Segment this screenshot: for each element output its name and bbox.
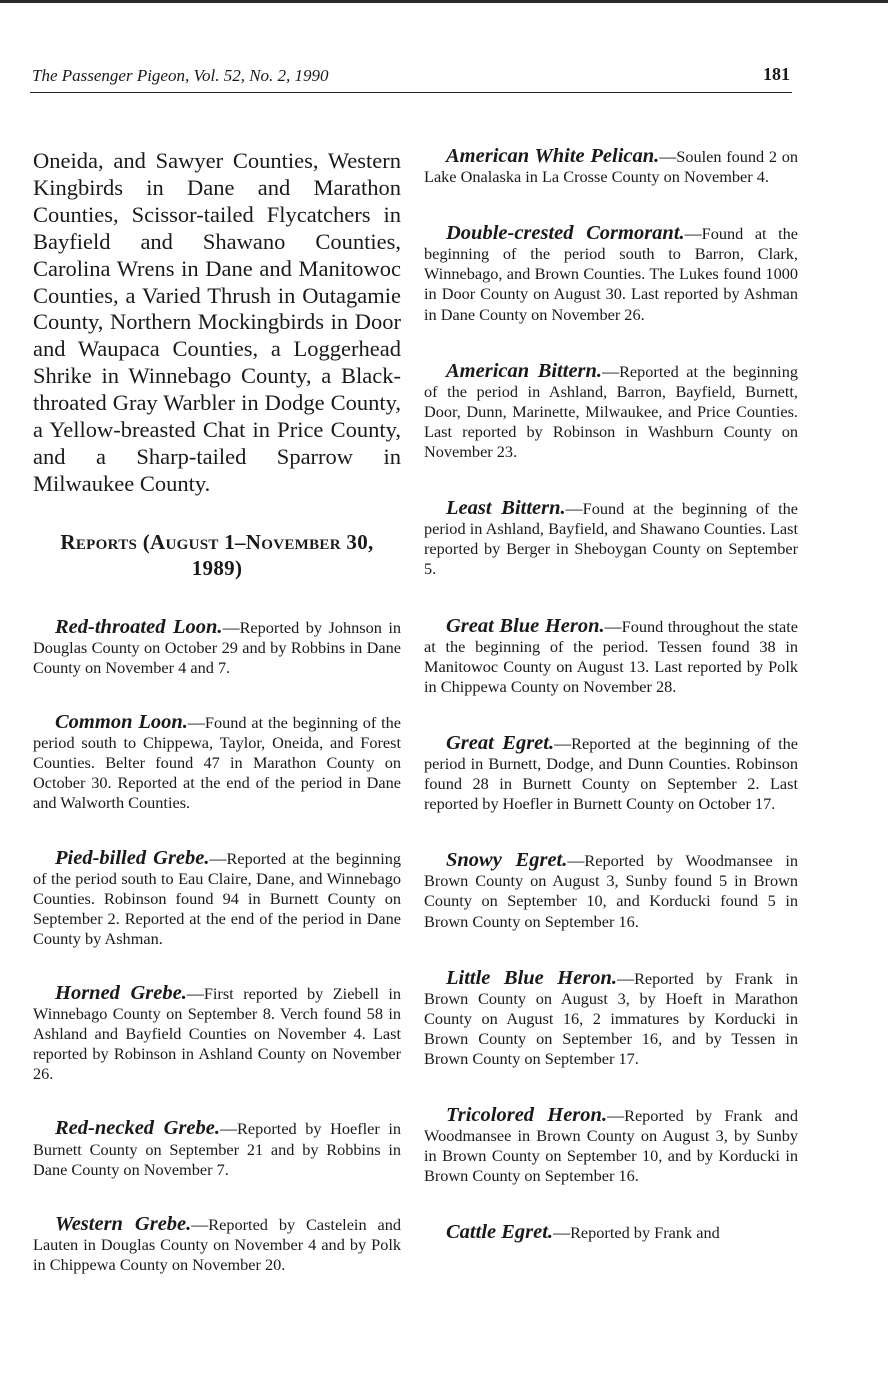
species-text: Reported at the beginning of the period in Burnett, Dodge, and Dunn Counties. Robinson found 28 in Burnett County on September 2. Last reported by Hoefler in Burnett County on October 17. bbox=[424, 733, 798, 814]
species-name: Horned Grebe. bbox=[55, 982, 187, 1004]
species-text: Found at the beginning of the period in Ashland, Bayfield, and Shawano Counties. Last reported by Berger in Sheboygan County on September 5. bbox=[424, 499, 798, 579]
species-entry: Red-throated Loon.—Reported by Johnson in Douglas County on October 29 and by Robbins in Dane County on November 4 and 7. bbox=[33, 615, 401, 677]
species-entry: Horned Grebe.—First reported by Ziebell in Winnebago County on September 8. Verch found 58 in Ashland and Bayfield Counties on November 4. Last reported by Robinson in Ashland County on November 26. bbox=[33, 982, 402, 1084]
species-name: Tricolored Heron. bbox=[446, 1104, 608, 1127]
species-entry: American Bittern.—Reported at the beginning of the period in Ashland, Barron, Bayfield, Burnett, Door, Dunn, Marinette, Milwaukee, and Price Counties. Last reported by Robinson in Washburn County on November 23. bbox=[424, 359, 798, 462]
page-number: 181 bbox=[763, 64, 790, 84]
species-name: Snowy Egret. bbox=[446, 849, 568, 872]
species-text: Reported at the beginning of the period in Ashland, Barron, Bayfield, Burnett, Door, Dunn, Marinette, Milwaukee, and Price Counties. Last reported by Robinson in Washburn County on November 23. bbox=[424, 361, 798, 462]
page-header bbox=[30, 64, 792, 93]
species-entry: Double-crested Cormorant.—Found at the beginning of the period south to Barron, Clark, Winnebago, and Brown Counties. The Lukes found 1000 in Door County on August 30. Last reported by Ashman in Dane County on November 26. bbox=[424, 222, 798, 324]
species-entry: Snowy Egret.—Reported by Woodmansee in Brown County on August 3, Sunby found 5 in Brown County on September 10, and Korducki found 5 in Brown County on September 16. bbox=[424, 849, 798, 931]
species-name: Double-crested Cormorant. bbox=[446, 222, 685, 245]
species-name: Red-throated Loon. bbox=[55, 615, 223, 638]
species-text: Reported by Woodmansee in Brown County on August 3, Sunby found 5 in Brown County on September 10, and Korducki found 5 in Brown County on September 16. bbox=[424, 851, 798, 931]
species-text: Reported by Hoefler in Burnett County on September 21 and by Robbins in Dane County on November 7. bbox=[33, 1119, 401, 1179]
species-text: Reported at the beginning of the period south to Eau Claire, Dane, and Winnebago Counties. Robinson found 94 in Burnett County on September 2. Reported at the end of the period in Dane County by Ashman. bbox=[33, 848, 401, 948]
top-border-rule bbox=[0, 0, 888, 3]
species-text: Reported by Castelein and Lauten in Douglas County on November 4 and by Polk in Chippewa County on November 20. bbox=[33, 1214, 402, 1274]
species-entry: Common Loon.—Found at the beginning of the period south to Chippewa, Taylor, Oneida, and Forest Counties. Belter found 47 in Marathon County on October 30. Reported at the end of the period in Dane and Walworth Counties. bbox=[33, 711, 401, 813]
species-entry: Least Bittern.—Found at the beginning of the period in Ashland, Bayfield, and Shawano Counties. Last reported by Berger in Sheboygan County on September 5. bbox=[424, 497, 798, 579]
right-column bbox=[424, 146, 798, 1244]
species-name: Red-necked Grebe. bbox=[55, 1117, 221, 1140]
species-entry: Tricolored Heron.—Reported by Frank and Woodmansee in Brown County on August 3, by Sunby in Brown County on September 10, and by Korducki in Brown County on September 16. bbox=[424, 1104, 798, 1186]
species-text: Found throughout the state at the beginning of the period. Tessen found 38 in Manitowoc County on August 13. Last reported by Polk in Chippewa County on November 28. bbox=[424, 616, 798, 696]
species-text: Reported by Johnson in Douglas County on October 29 and by Robbins in Dane County on November 4 and 7. bbox=[33, 617, 401, 677]
species-name: Cattle Egret. bbox=[446, 1221, 554, 1244]
species-name: Least Bittern. bbox=[446, 497, 566, 520]
species-text: Reported by Frank and bbox=[570, 1223, 720, 1243]
species-text: Reported by Frank in Brown County on August 3, by Hoeft in Marathon County on August 16, 2 immatures by Korducki in Brown County on September 16, and by Tessen in Brown County on September 17. bbox=[424, 968, 798, 1068]
species-text: Found at the beginning of the period south to Barron, Clark, Winnebago, and Brown Counties. The Lukes found 1000 in Door County on August 30. Last reported by Ashman in Dane County on November 26. bbox=[424, 224, 798, 324]
species-entry: Western Grebe.—Reported by Castelein and Lauten in Douglas County on November 4 and by Polk in Chippewa County on November 20. bbox=[33, 1212, 402, 1274]
left-column bbox=[33, 148, 401, 1275]
species-name: Great Blue Heron. bbox=[446, 614, 605, 637]
species-entry: Little Blue Heron.—Reported by Frank in Brown County on August 3, by Hoeft in Marathon County on August 16, 2 immatures by Korducki in Brown County on September 16, and by Tessen in Brown County on September 17. bbox=[424, 966, 798, 1068]
species-name: American Bittern. bbox=[446, 359, 603, 382]
section-heading: Reports (August 1–November 30, 1989) bbox=[60, 529, 374, 580]
species-entry: Pied-billed Grebe.—Reported at the beginning of the period south to Eau Claire, Dane, and Winnebago Counties. Robinson found 94 in Burnett County on September 2. Reported at the end of the period in Dane County by Ashman. bbox=[33, 846, 401, 948]
species-text: Found at the beginning of the period south to Chippewa, Taylor, Oneida, and Forest Counties. Belter found 47 in Marathon County on October 30. Reported at the end of the period in Dane and Walworth Counties. bbox=[33, 713, 401, 813]
species-name: Western Grebe. bbox=[55, 1212, 192, 1235]
species-name: Pied-billed Grebe. bbox=[55, 846, 210, 869]
species-entry: American White Pelican.—Soulen found 2 on Lake Onalaska in La Crosse County on November 4. bbox=[424, 145, 798, 187]
species-name: Great Egret. bbox=[446, 731, 555, 754]
species-entry: Red-necked Grebe.—Reported by Hoefler in Burnett County on September 21 and by Robbins in Dane County on November 7. bbox=[33, 1117, 401, 1179]
species-entry: Cattle Egret.—Reported by Frank and bbox=[424, 1222, 798, 1243]
species-name: American White Pelican. bbox=[446, 145, 660, 167]
species-name: Common Loon. bbox=[55, 711, 188, 734]
species-text: First reported by Ziebell in Winnebago County on September 8. Verch found 58 in Ashland and Bayfield Counties on November 4. Last reported by Robinson in Ashland County on November 26. bbox=[33, 984, 402, 1084]
species-entry: Great Egret.—Reported at the beginning of the period in Burnett, Dodge, and Dunn Counties. Robinson found 28 in Burnett County on September 2. Last reported by Hoefler in Burnett County on October 17. bbox=[424, 731, 798, 814]
species-text: Reported by Frank and Woodmansee in Brown County on August 3, by Sunby in Brown County on September 10, and by Korducki in Brown County on September 16. bbox=[424, 1106, 798, 1186]
species-entry: Great Blue Heron.—Found throughout the state at the beginning of the period. Tessen found 38 in Manitowoc County on August 13. Last reported by Polk in Chippewa County on November 28. bbox=[424, 614, 798, 696]
running-head: The Passenger Pigeon, Vol. 52, No. 2, 1990 bbox=[32, 66, 329, 85]
species-name: Little Blue Heron. bbox=[446, 966, 618, 989]
species-text: Soulen found 2 on Lake Onalaska in La Crosse County on November 4. bbox=[424, 147, 798, 187]
intro-paragraph: Oneida, and Sawyer Counties, Western Kingbirds in Dane and Marathon Counties, Scissor-tailed Flycatchers in Bayfield and Shawano Counties, Carolina Wrens in Dane and Manitowoc Counties, a Varied Thrush in Outagamie County, Northern Mockingbirds in Door and Waupaca Counties, a Loggerhead Shrike in Winnebago County, a Black-throated Gray Warbler in Dodge County, a Yellow-breasted Chat in Price County, and a Sharp-tailed Sparrow in Milwaukee County. bbox=[33, 148, 401, 496]
